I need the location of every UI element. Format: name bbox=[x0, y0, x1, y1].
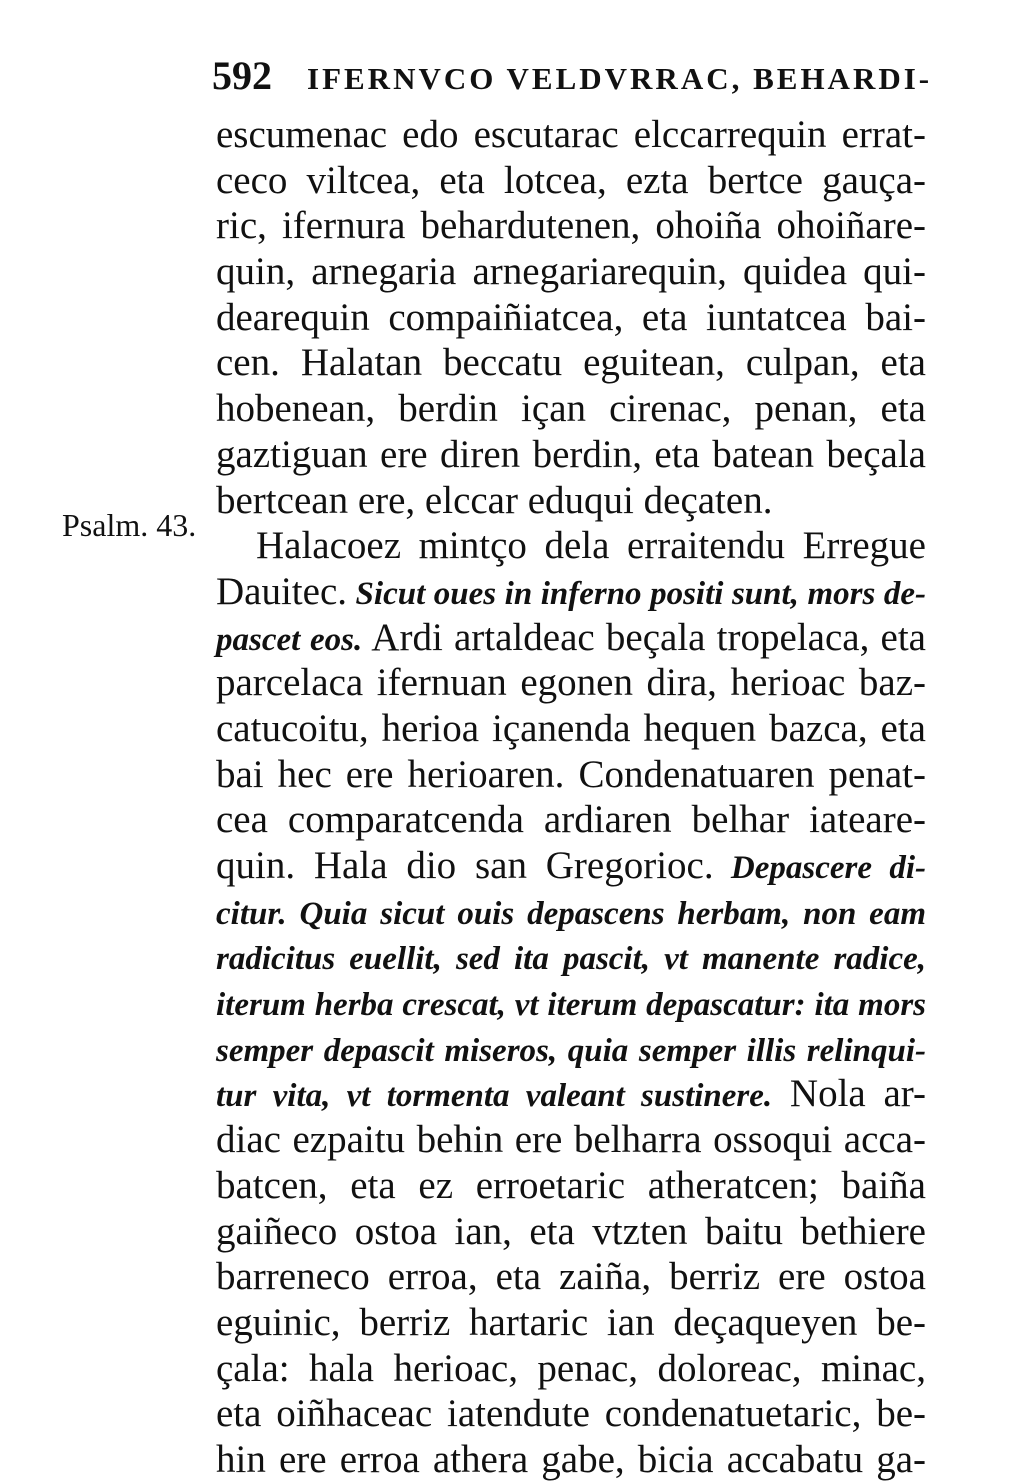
basque-text: Ardi artaldeac beçala tropelaca, eta bbox=[362, 615, 926, 659]
text-line bbox=[216, 340, 926, 386]
text-line bbox=[216, 295, 926, 341]
basque-text: barreneco erroa, eta zaiña, berriz ere ostoa bbox=[216, 1255, 926, 1299]
text-line bbox=[216, 569, 926, 615]
basque-text: ceco viltcea, eta lotcea, ezta bertce gauça- bbox=[216, 158, 926, 202]
text-line bbox=[216, 980, 926, 1026]
basque-text: parcelaca ifernuan egonen dira, herioac baz- bbox=[216, 661, 926, 705]
basque-text: ric, ifernura behardutenen, ohoiña ohoiñare- bbox=[216, 204, 926, 248]
latin-quote: iterum herba crescat, vt iterum depascatur: ita mors bbox=[216, 987, 926, 1024]
text-line bbox=[216, 1437, 926, 1483]
latin-quote: Depascere di- bbox=[713, 850, 927, 886]
text-line bbox=[216, 1071, 926, 1117]
text-line bbox=[216, 752, 926, 798]
basque-text: gaiñeco ostoa ian, eta vtzten baitu bethiere bbox=[216, 1209, 926, 1253]
text-line bbox=[216, 889, 926, 935]
running-title: IFERNVCO VELDVRRAC, BEHARDI- bbox=[307, 61, 933, 96]
basque-text: bai hec ere herioaren. Condenatuaren penat- bbox=[216, 752, 926, 796]
basque-text: Halacoez mintço dela erraitendu Erregue bbox=[256, 524, 926, 568]
text-line bbox=[216, 386, 926, 432]
basque-text: hobenean, berdin içan cirenac, penan, eta bbox=[216, 387, 926, 431]
text-line bbox=[216, 1391, 926, 1437]
text-line bbox=[216, 478, 926, 524]
basque-text: escumenac edo escutarac elccarrequin errat- bbox=[216, 113, 926, 156]
latin-quote: Sicut oues in inferno positi sunt, mors de- bbox=[347, 575, 926, 612]
basque-text: Dauitec. bbox=[216, 569, 348, 613]
basque-text: gaztiguan ere diren berdin, eta batean beçala bbox=[216, 432, 926, 476]
text-line bbox=[216, 1163, 926, 1209]
basque-text: dearequin compaiñiatcea, eta iuntatcea bai- bbox=[216, 295, 926, 339]
latin-quote: tur vita, vt tormenta valeant sustinere. bbox=[216, 1078, 773, 1115]
text-line bbox=[216, 615, 926, 661]
text-line bbox=[216, 1209, 926, 1255]
basque-text: diac ezpaitu behin ere belharra ossoqui acca- bbox=[216, 1118, 926, 1162]
text-line bbox=[216, 1026, 926, 1072]
basque-text: hin ere erroa athera gabe, bicia accabatu ga- bbox=[216, 1437, 926, 1481]
basque-text: bertcean ere, elccar eduqui deçaten. bbox=[216, 478, 773, 522]
latin-quote: pascet eos. bbox=[216, 621, 363, 658]
basque-text: catucoitu, herioa içanenda hequen bazca, eta bbox=[216, 706, 926, 750]
text-body bbox=[216, 112, 926, 1483]
text-line bbox=[216, 1346, 926, 1392]
basque-text: Nola ar- bbox=[772, 1072, 926, 1116]
text-line bbox=[216, 660, 926, 706]
page-number: 592 bbox=[212, 53, 272, 98]
text-line bbox=[216, 249, 926, 295]
latin-quote: radicitus euellit, sed ita pascit, vt manente radice, bbox=[216, 941, 926, 978]
text-line bbox=[216, 706, 926, 752]
latin-quote: citur. Quia sicut ouis depascens herbam, non eam bbox=[216, 895, 926, 932]
text-line bbox=[216, 112, 926, 158]
latin-quote: semper depascit miseros, quia semper illis relinqui- bbox=[216, 1032, 926, 1069]
text-line bbox=[216, 843, 926, 889]
basque-text: quin. Hala dio san Gregorioc. bbox=[216, 844, 714, 887]
basque-text: cea comparatcenda ardiaren belhar iateare- bbox=[216, 798, 926, 842]
page-header bbox=[212, 52, 932, 100]
text-line bbox=[216, 1300, 926, 1346]
basque-text: quin, arnegaria arnegariarequin, quidea qui- bbox=[216, 250, 926, 294]
basque-text: çala: hala herioac, penac, doloreac, minac, bbox=[216, 1346, 926, 1390]
basque-text: batcen, eta ez erroetaric atheratcen; baiña bbox=[216, 1163, 926, 1207]
text-line bbox=[216, 203, 926, 249]
basque-text: eta oiñhaceac iatendute condenatuetaric, be- bbox=[216, 1392, 926, 1436]
text-line bbox=[216, 797, 926, 843]
text-line bbox=[216, 1254, 926, 1300]
text-line bbox=[216, 934, 926, 980]
text-line bbox=[216, 158, 926, 204]
margin-note-psalm: Psalm. 43. bbox=[62, 507, 197, 543]
basque-text: cen. Halatan beccatu eguitean, culpan, eta bbox=[216, 341, 926, 385]
text-line bbox=[216, 1117, 926, 1163]
text-line bbox=[216, 523, 926, 569]
basque-text: eguinic, berriz hartaric ian deçaqueyen be- bbox=[216, 1300, 926, 1344]
text-line bbox=[216, 432, 926, 478]
